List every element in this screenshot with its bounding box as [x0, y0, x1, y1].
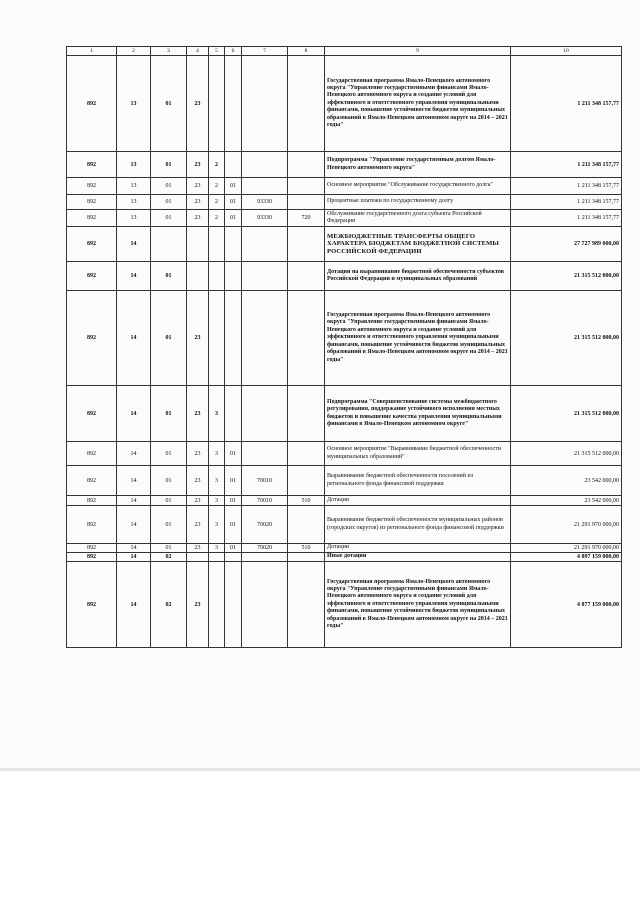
- section-code-cell: 13: [117, 210, 151, 227]
- amount-cell: 1 211 348 157,77: [511, 178, 622, 195]
- event-code-cell: [225, 553, 242, 562]
- subprogram-code-cell: [209, 227, 225, 262]
- program-code-cell: 23: [187, 386, 209, 442]
- item-name-cell: Основное мероприятие "Выравнивание бюджетной обеспеченности муниципальных образований": [325, 442, 511, 466]
- expense-type-code-cell: [288, 178, 325, 195]
- subprogram-code-cell: 2: [209, 210, 225, 227]
- subsection-code-cell: 01: [151, 386, 187, 442]
- event-code-cell: [225, 56, 242, 152]
- program-code-cell: 23: [187, 152, 209, 178]
- ministry-code-cell: 892: [67, 442, 117, 466]
- ministry-code-cell: 892: [67, 386, 117, 442]
- column-number: 10: [511, 47, 622, 56]
- event-code-cell: [225, 227, 242, 262]
- program-code-cell: [187, 227, 209, 262]
- ministry-code-cell: 892: [67, 496, 117, 506]
- column-number-row: [67, 47, 622, 56]
- direction-code-cell: 93330: [242, 195, 288, 210]
- subprogram-code-cell: 2: [209, 195, 225, 210]
- direction-code-cell: [242, 553, 288, 562]
- ministry-code-cell: 892: [67, 178, 117, 195]
- item-name-cell: Государственная программа Ямало-Ненецкого автономного округа "Управление государственными финансами Ямало-Ненецкого автономного округа и создание условий для эффективного и ответственного управления муниципальными финансами, повышение устойчивости бюджетов муниципальных образований в Ямало-Ненецком автономном округе на 2014 – 2021 годы": [325, 56, 511, 152]
- table-row: [67, 553, 622, 562]
- event-code-cell: 01: [225, 210, 242, 227]
- amount-cell: 21 315 512 000,00: [511, 442, 622, 466]
- event-code-cell: 01: [225, 466, 242, 496]
- subsection-code-cell: 02: [151, 562, 187, 648]
- subprogram-code-cell: [209, 553, 225, 562]
- column-number: 7: [242, 47, 288, 56]
- expense-type-code-cell: [288, 152, 325, 178]
- table-row: [67, 544, 622, 553]
- expense-type-code-cell: [288, 442, 325, 466]
- program-code-cell: 23: [187, 56, 209, 152]
- section-code-cell: 14: [117, 442, 151, 466]
- amount-cell: 21 315 512 000,00: [511, 291, 622, 386]
- amount-cell: 23 542 000,00: [511, 466, 622, 496]
- subsection-code-cell: 01: [151, 262, 187, 291]
- section-code-cell: 14: [117, 562, 151, 648]
- item-name-cell: Дотации: [325, 496, 511, 506]
- expense-type-code-cell: [288, 291, 325, 386]
- ministry-code-cell: 892: [67, 262, 117, 291]
- expense-type-code-cell: [288, 553, 325, 562]
- amount-cell: 21 315 512 000,00: [511, 386, 622, 442]
- direction-code-cell: [242, 56, 288, 152]
- amount-cell: 27 727 989 000,00: [511, 227, 622, 262]
- budget-table: [66, 46, 622, 648]
- subsection-code-cell: 01: [151, 544, 187, 553]
- table-row: [67, 506, 622, 544]
- direction-code-cell: [242, 227, 288, 262]
- direction-code-cell: [242, 152, 288, 178]
- subprogram-code-cell: 3: [209, 506, 225, 544]
- table-row: [67, 227, 622, 262]
- amount-cell: 21 291 970 000,00: [511, 506, 622, 544]
- expense-type-code-cell: [288, 386, 325, 442]
- item-name-cell: Подпрограмма "Управление государственным долгом Ямало-Ненецкого автономного округа": [325, 152, 511, 178]
- event-code-cell: [225, 262, 242, 291]
- event-code-cell: 01: [225, 178, 242, 195]
- event-code-cell: 01: [225, 506, 242, 544]
- amount-cell: 23 542 000,00: [511, 496, 622, 506]
- expense-type-code-cell: 510: [288, 496, 325, 506]
- event-code-cell: [225, 562, 242, 648]
- item-name-cell: Государственная программа Ямало-Ненецкого автономного округа "Управление государственными финансами Ямало-Ненецкого автономного округа и создание условий для эффективного и ответственного управления муниципальными финансами, повышение устойчивости бюджетов муниципальных образований в Ямало-Ненецком автономном округе на 2014 – 2021 годы": [325, 291, 511, 386]
- subprogram-code-cell: 3: [209, 544, 225, 553]
- amount-cell: 1 211 348 157,77: [511, 56, 622, 152]
- section-code-cell: 14: [117, 544, 151, 553]
- program-code-cell: 23: [187, 291, 209, 386]
- section-code-cell: 14: [117, 506, 151, 544]
- subsection-code-cell: 01: [151, 195, 187, 210]
- amount-cell: 1 211 348 157,77: [511, 210, 622, 227]
- section-code-cell: 14: [117, 553, 151, 562]
- section-code-cell: 14: [117, 496, 151, 506]
- event-code-cell: 01: [225, 195, 242, 210]
- direction-code-cell: [242, 262, 288, 291]
- subprogram-code-cell: 3: [209, 466, 225, 496]
- amount-cell: 21 315 512 000,00: [511, 262, 622, 291]
- amount-cell: 21 291 970 000,00: [511, 544, 622, 553]
- program-code-cell: 23: [187, 178, 209, 195]
- table-row: [67, 262, 622, 291]
- expense-type-code-cell: 720: [288, 210, 325, 227]
- expense-type-code-cell: [288, 56, 325, 152]
- program-code-cell: 23: [187, 466, 209, 496]
- item-name-cell: Иные дотации: [325, 553, 511, 562]
- table-row: [67, 152, 622, 178]
- amount-cell: 1 211 348 157,77: [511, 195, 622, 210]
- subprogram-code-cell: 2: [209, 178, 225, 195]
- page-edge-shadow: [0, 768, 640, 771]
- section-code-cell: 13: [117, 195, 151, 210]
- program-code-cell: 23: [187, 210, 209, 227]
- direction-code-cell: 93330: [242, 210, 288, 227]
- subsection-code-cell: 01: [151, 506, 187, 544]
- column-number: 3: [151, 47, 187, 56]
- column-number: 5: [209, 47, 225, 56]
- event-code-cell: 01: [225, 442, 242, 466]
- section-code-cell: 13: [117, 178, 151, 195]
- event-code-cell: [225, 291, 242, 386]
- section-code-cell: 14: [117, 386, 151, 442]
- direction-code-cell: [242, 386, 288, 442]
- program-code-cell: [187, 553, 209, 562]
- subsection-code-cell: 01: [151, 496, 187, 506]
- program-code-cell: 23: [187, 544, 209, 553]
- program-code-cell: [187, 262, 209, 291]
- expense-type-code-cell: [288, 262, 325, 291]
- program-code-cell: 23: [187, 496, 209, 506]
- table-body: [67, 47, 622, 648]
- program-code-cell: 23: [187, 562, 209, 648]
- program-code-cell: 23: [187, 442, 209, 466]
- subprogram-code-cell: 3: [209, 496, 225, 506]
- column-number: 4: [187, 47, 209, 56]
- subprogram-code-cell: 2: [209, 152, 225, 178]
- direction-code-cell: [242, 291, 288, 386]
- item-name-cell: МЕЖБЮДЖЕТНЫЕ ТРАНСФЕРТЫ ОБЩЕГО ХАРАКТЕРА БЮДЖЕТАМ БЮДЖЕТНОЙ СИСТЕМЫ РОССИЙСКОЙ ФЕДЕРАЦИИ: [325, 227, 511, 262]
- item-name-cell: Обслуживание государственного долга субъекта Российской Федерации: [325, 210, 511, 227]
- amount-cell: 4 897 159 000,00: [511, 553, 622, 562]
- table-row: [67, 466, 622, 496]
- item-name-cell: Дотации на выравнивание бюджетной обеспеченности субъектов Российской Федерации и муниципальных образований: [325, 262, 511, 291]
- subsection-code-cell: 01: [151, 210, 187, 227]
- expense-type-code-cell: [288, 227, 325, 262]
- ministry-code-cell: 892: [67, 56, 117, 152]
- section-code-cell: 13: [117, 152, 151, 178]
- ministry-code-cell: 892: [67, 152, 117, 178]
- item-name-cell: Государственная программа Ямало-Ненецкого автономного округа "Управление государственными финансами Ямало-Ненецкого автономного округа и создание условий для эффективного и ответственного управления муниципальными финансами, повышение устойчивости бюджетов муниципальных образований в Ямало-Ненецком автономном округе на 2014 – 2021 годы": [325, 562, 511, 648]
- item-name-cell: Выравнивание бюджетной обеспеченности поселений из регионального фонда финансовой поддержки: [325, 466, 511, 496]
- expense-type-code-cell: [288, 562, 325, 648]
- direction-code-cell: 70010: [242, 496, 288, 506]
- ministry-code-cell: 892: [67, 506, 117, 544]
- ministry-code-cell: 892: [67, 291, 117, 386]
- subprogram-code-cell: [209, 562, 225, 648]
- ministry-code-cell: 892: [67, 227, 117, 262]
- subsection-code-cell: [151, 227, 187, 262]
- table-row: [67, 496, 622, 506]
- column-number: 1: [67, 47, 117, 56]
- ministry-code-cell: 892: [67, 562, 117, 648]
- column-number: 6: [225, 47, 242, 56]
- table-row: [67, 56, 622, 152]
- expense-type-code-cell: [288, 195, 325, 210]
- ministry-code-cell: 892: [67, 466, 117, 496]
- table-row: [67, 210, 622, 227]
- subsection-code-cell: 02: [151, 553, 187, 562]
- ministry-code-cell: 892: [67, 210, 117, 227]
- direction-code-cell: 70010: [242, 466, 288, 496]
- direction-code-cell: [242, 562, 288, 648]
- column-number: 9: [325, 47, 511, 56]
- subsection-code-cell: 01: [151, 152, 187, 178]
- section-code-cell: 14: [117, 291, 151, 386]
- item-name-cell: Дотации: [325, 544, 511, 553]
- expense-type-code-cell: 510: [288, 544, 325, 553]
- expense-type-code-cell: [288, 506, 325, 544]
- subsection-code-cell: 01: [151, 291, 187, 386]
- subsection-code-cell: 01: [151, 466, 187, 496]
- event-code-cell: [225, 152, 242, 178]
- direction-code-cell: [242, 442, 288, 466]
- column-number: 8: [288, 47, 325, 56]
- section-code-cell: 14: [117, 466, 151, 496]
- event-code-cell: [225, 386, 242, 442]
- ministry-code-cell: 892: [67, 553, 117, 562]
- program-code-cell: 23: [187, 195, 209, 210]
- subsection-code-cell: 01: [151, 178, 187, 195]
- table-row: [67, 442, 622, 466]
- table-row: [67, 291, 622, 386]
- direction-code-cell: 70020: [242, 544, 288, 553]
- ministry-code-cell: 892: [67, 195, 117, 210]
- amount-cell: 4 877 159 000,00: [511, 562, 622, 648]
- subsection-code-cell: 01: [151, 442, 187, 466]
- ministry-code-cell: 892: [67, 544, 117, 553]
- subprogram-code-cell: 3: [209, 386, 225, 442]
- subsection-code-cell: 01: [151, 56, 187, 152]
- subprogram-code-cell: 3: [209, 442, 225, 466]
- item-name-cell: Выравнивание бюджетной обеспеченности муниципальных районов (городских округов) из регионального фонда финансовой поддержки: [325, 506, 511, 544]
- section-code-cell: 14: [117, 262, 151, 291]
- direction-code-cell: [242, 178, 288, 195]
- item-name-cell: Подпрограмма "Совершенствование системы межбюджетного регулирования, поддержание устойчивого исполнения местных бюджетов и повышение качества управления муниципальными финансами в Ямало-Ненецком автономном округе": [325, 386, 511, 442]
- table-row: [67, 562, 622, 648]
- table-row: [67, 178, 622, 195]
- table-row: [67, 386, 622, 442]
- subprogram-code-cell: [209, 291, 225, 386]
- item-name-cell: Процентные платежи по государственному долгу: [325, 195, 511, 210]
- section-code-cell: 14: [117, 227, 151, 262]
- expense-type-code-cell: [288, 466, 325, 496]
- subprogram-code-cell: [209, 262, 225, 291]
- amount-cell: 1 211 348 157,77: [511, 152, 622, 178]
- event-code-cell: 01: [225, 496, 242, 506]
- table-row: [67, 195, 622, 210]
- direction-code-cell: 70020: [242, 506, 288, 544]
- program-code-cell: 23: [187, 506, 209, 544]
- item-name-cell: Основное мероприятие "Обслуживание государственного долга": [325, 178, 511, 195]
- event-code-cell: 01: [225, 544, 242, 553]
- column-number: 2: [117, 47, 151, 56]
- subprogram-code-cell: [209, 56, 225, 152]
- section-code-cell: 13: [117, 56, 151, 152]
